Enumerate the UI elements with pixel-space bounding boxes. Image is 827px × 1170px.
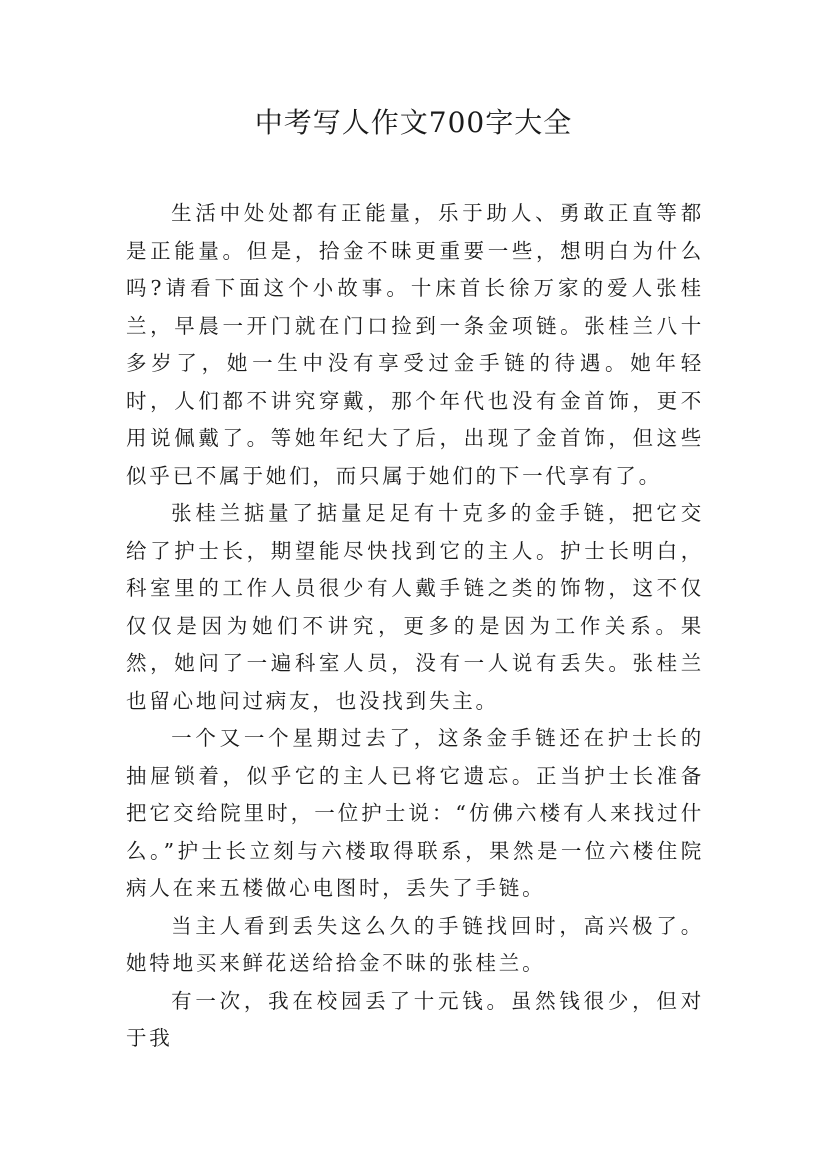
paragraph: 生活中处处都有正能量，乐于助人、勇敢正直等都是正能量。但是，拾金不昧更重要一些，想明白为什么吗?请看下面这个小故事。十床首长徐万家的爱人张桂兰，早晨一开门就在门口捡到一条金项链。张桂兰八十多岁了，她一生中没有享受过金手链的待遇。她年轻时，人们都不讲究穿戴，那个年代也没有金首饰，更不用说佩戴了。等她年纪大了后，出现了金首饰，但这些似乎已不属于她们，而只属于她们的下一代享有了。	[126, 201, 704, 488]
paragraph: 当主人看到丢失这么久的手链找回时，高兴极了。她特地买来鲜花送给拾金不昧的张桂兰。	[126, 913, 704, 975]
paragraph: 张桂兰掂量了掂量足足有十克多的金手链，把它交给了护士长，期望能尽快找到它的主人。护士长明白，科室里的工作人员很少有人戴手链之类的饰物，这不仅仅仅是因为她们不讲究，更多的是因为工作关系。果然，她问了一遍科室人员，没有一人说有丢失。张桂兰也留心地问过病友，也没找到失主。	[126, 501, 704, 713]
document-title: 中考写人作文700字大全	[254, 106, 573, 139]
article-body	[126, 195, 704, 1058]
paragraph: 一个又一个星期过去了，这条金手链还在护士长的抽屉锁着，似乎它的主人已将它遗忘。正当护士长准备把它交给院里时，一位护士说：“仿佛六楼有人来找过什么。”护士长立刻与六楼取得联系，果然是一位六楼住院病人在来五楼做心电图时，丢失了手链。	[126, 726, 704, 900]
paragraph: 有一次，我在校园丢了十元钱。虽然钱很少，但对于我	[126, 988, 704, 1050]
